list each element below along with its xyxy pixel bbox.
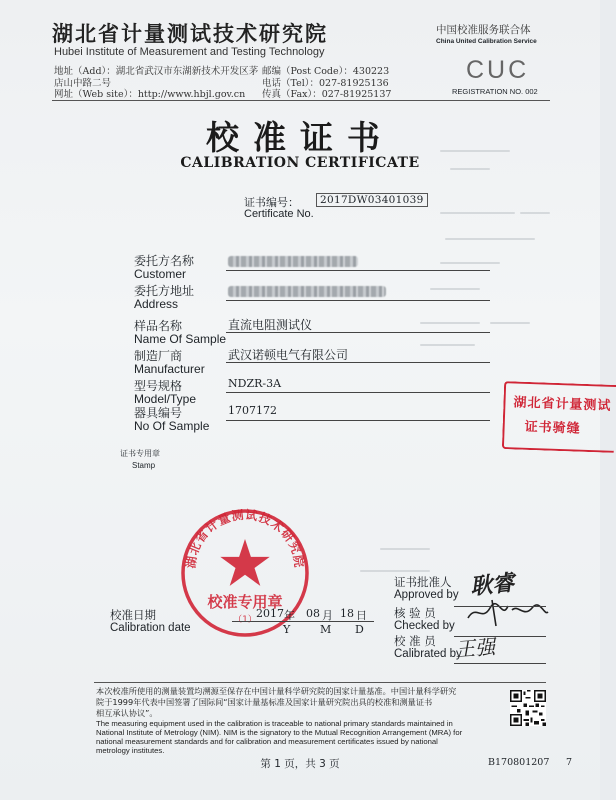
seal-number: （1） <box>233 615 257 625</box>
postcode-line: 邮编（Post Code）：430223 <box>262 66 390 77</box>
model-label-en: Model/Type <box>134 392 197 406</box>
customer-underline <box>226 270 490 271</box>
address-label-en: Address <box>134 297 179 311</box>
calibrator-label-en: Calibrated by <box>394 648 462 660</box>
customer-label-cn: 委托方名称 <box>134 254 195 268</box>
cert-no-label-en: Certificate No. <box>244 208 314 220</box>
approver-label-en: Approved by <box>394 589 459 601</box>
model-label-cn: 型号规格 <box>134 379 183 393</box>
address-value-redacted <box>228 286 386 297</box>
page-number: 7 <box>566 757 573 768</box>
approver-signature: 耿睿 <box>468 569 516 601</box>
cuc-logo: CUC <box>466 56 530 84</box>
date-year: 2017 <box>256 607 284 620</box>
checker-line <box>454 636 546 637</box>
header-divider <box>52 100 550 101</box>
sample-value: 直流电阻测试仪 <box>228 318 313 332</box>
fax-line: 传真（Fax）：027-81925137 <box>262 89 392 100</box>
calibrator-signature: 王强 <box>454 634 496 662</box>
customer-label-en: Customer <box>134 267 187 281</box>
date-label-en: Calibration date <box>110 622 191 634</box>
date-d-letter: D <box>355 623 364 636</box>
serial-label-cn: 器具编号 <box>134 406 183 420</box>
website-line: 网址（Web site）：http://www.hbjl.gov.cn <box>54 89 246 100</box>
seam-stamp-line1: 湖北省计量测试 <box>513 395 612 414</box>
date-day: 18 <box>340 607 354 620</box>
cuc-name-cn: 中国校准服务联合体 <box>436 24 531 36</box>
approver-label-cn: 证书批准人 <box>394 575 452 589</box>
footer-divider <box>94 682 546 683</box>
org-name-cn: 湖北省计量测试技术研究院 <box>52 21 328 46</box>
manufacturer-label-cn: 制造厂商 <box>134 349 183 363</box>
footer-en-line3: national measurement standards and for calibration and measurement certificates issued by national <box>96 737 438 746</box>
tel-line: 电话（Tel）：027-81925136 <box>262 78 389 89</box>
star-icon <box>220 539 269 586</box>
address-label-cn: 委托方地址 <box>134 284 195 298</box>
document-serial: B170801207 <box>488 757 550 768</box>
model-value: NDZR-3A <box>228 377 282 390</box>
checker-label-en: Checked by <box>394 620 455 632</box>
date-underline <box>232 621 374 622</box>
date-year-cn: 年 <box>284 609 295 622</box>
footer-cn-line2: 院于1999年代表中国签署了国际间“国家计量基标准及国家计量研究院出具的校准和测量证书 <box>96 697 433 707</box>
seal-ring-text: 湖北省计量测试技术研究院 <box>183 507 307 570</box>
title-en: CALIBRATION CERTIFICATE <box>180 155 420 171</box>
org-name-en: Hubei Institute of Measurement and Testing Technology <box>54 46 325 58</box>
seam-stamp <box>502 381 616 453</box>
address-line: 地址（Add）：湖北省武汉市东湖新技术开发区茅 <box>54 66 259 77</box>
checker-label-cn: 核 验 员 <box>394 606 436 620</box>
date-day-cn: 日 <box>356 609 367 622</box>
date-m-letter: M <box>320 623 332 636</box>
date-y-letter: Y <box>283 623 291 636</box>
date-month: 08 <box>306 607 320 620</box>
model-underline <box>226 392 490 393</box>
sample-label-en: Name Of Sample <box>134 332 227 346</box>
stamp-label-en: Stamp <box>132 461 156 470</box>
manufacturer-label-en: Manufacturer <box>134 362 205 376</box>
address-line-2: 店山中路二号 <box>54 78 112 89</box>
calibrator-label-cn: 校 准 员 <box>394 634 436 648</box>
date-month-cn: 月 <box>322 609 333 622</box>
address-underline <box>226 300 490 301</box>
customer-value-redacted <box>228 256 358 267</box>
footer-cn-line3: 相互承认协议”。 <box>96 708 158 718</box>
serial-underline <box>226 420 490 421</box>
sample-label-cn: 样品名称 <box>134 319 183 333</box>
seam-stamp-line2: 证书骑缝 <box>524 419 581 437</box>
checker-signature <box>462 596 552 630</box>
title-cn: 校准证书 <box>206 118 394 157</box>
calibrator-line <box>454 663 546 664</box>
qr-code-icon <box>510 690 546 726</box>
approver-line <box>454 606 546 607</box>
footer-cn-line1: 本次校准所使用的测量装置均溯源至保存在中国计量科学研究院的国家计量基准。中国计量科学研究 <box>96 686 457 696</box>
serial-label-en: No Of Sample <box>134 419 210 433</box>
cert-no-value: 2017DW03401039 <box>316 193 428 207</box>
manufacturer-underline <box>226 362 490 363</box>
footer-en-line4: metrology institutes. <box>96 746 165 755</box>
registration-number: REGISTRATION NO. 002 <box>452 87 538 96</box>
page-indicator: 第 1 页，共 3 页 <box>260 758 340 770</box>
footer-en-line1: The measuring equipment used in the calibration is traceable to national primary standards maintained in <box>96 719 453 728</box>
sample-underline <box>226 332 490 333</box>
footer-en-line2: National Institute of Metrology (NIM). NIM is the signatory to the Mutual Recognition Arrangement (MRA) for <box>96 728 463 737</box>
stamp-label-cn: 证书专用章 <box>120 449 160 458</box>
seal-center-text: 校准专用章 <box>207 593 283 611</box>
serial-value: 1707172 <box>228 404 277 417</box>
cuc-name-en: China United Calibration Service <box>436 38 537 45</box>
cert-no-label-cn: 证书编号： <box>244 196 299 209</box>
manufacturer-value: 武汉诺顿电气有限公司 <box>228 348 349 362</box>
date-label-cn: 校准日期 <box>110 608 156 622</box>
